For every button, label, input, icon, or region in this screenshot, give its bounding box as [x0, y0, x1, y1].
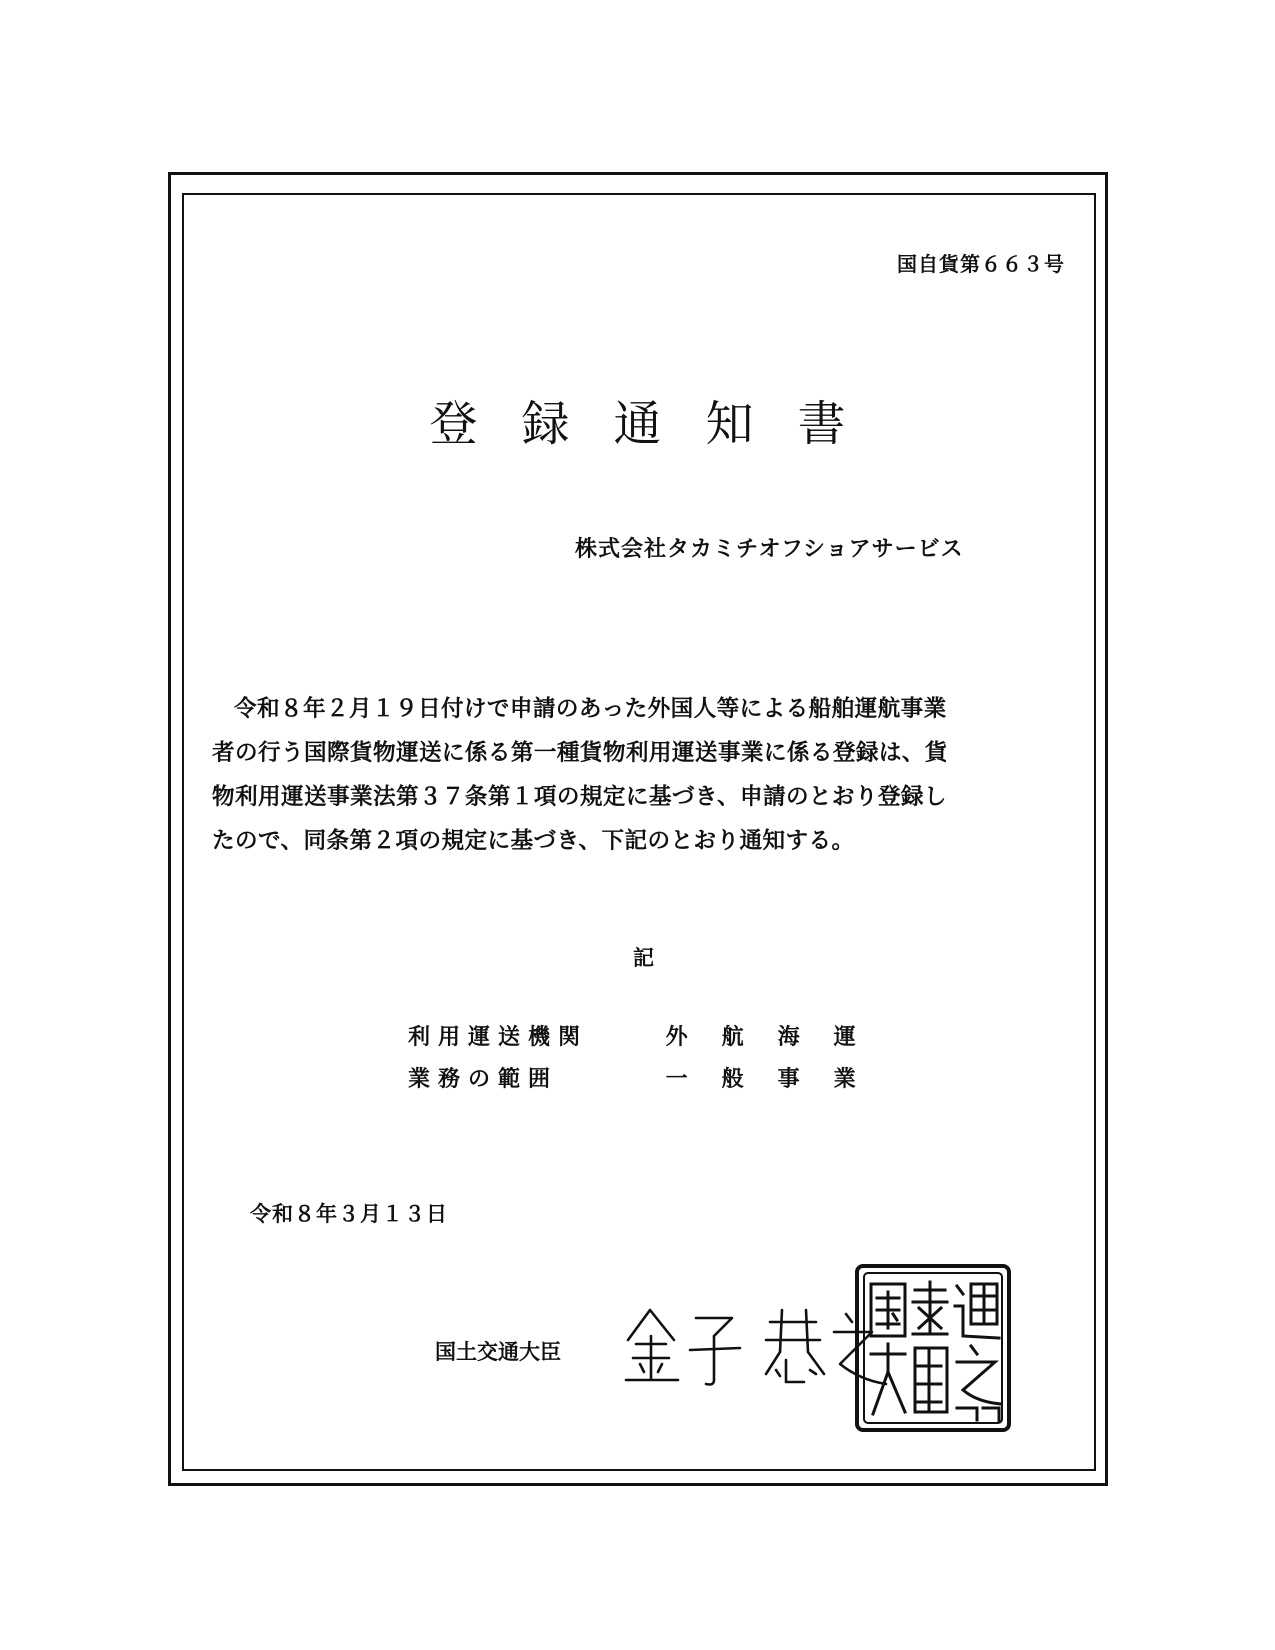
handwritten-signature [620, 1300, 890, 1390]
document-number: 国自貨第６６３号 [897, 252, 1065, 276]
detail-value: 一般事業 [665, 1067, 890, 1092]
detail-row-transport [408, 1020, 890, 1051]
body-text [212, 687, 1062, 863]
body-line-2: 者の行う国際貨物運送に係る第一種貨物利用運送事業に係る登録は、貨 [212, 740, 948, 766]
official-seal [853, 1262, 1013, 1434]
body-line-4: たので、同条第２項の規定に基づき、下記のとおり通知する。 [212, 828, 855, 854]
issue-date: 令和８年３月１３日 [250, 1202, 448, 1226]
recipient-name: 株式会社タカミチオフショアサービス [575, 537, 964, 562]
detail-label: 利用運送機関 [408, 1025, 589, 1050]
detail-label: 業務の範囲 [408, 1067, 559, 1092]
ki-label: 記 [633, 946, 654, 970]
detail-value: 外航海運 [665, 1025, 890, 1050]
document-title: 登録通知書 [429, 396, 890, 452]
body-line-3: 物利用運送事業法第３７条第１項の規定に基づき、申請のとおり登録し [212, 784, 947, 810]
signatory-title: 国土交通大臣 [435, 1340, 561, 1364]
detail-row-scope [408, 1062, 890, 1093]
body-line-1: 令和８年２月１９日付けで申請のあった外国人等による船舶運航事業 [234, 696, 947, 722]
